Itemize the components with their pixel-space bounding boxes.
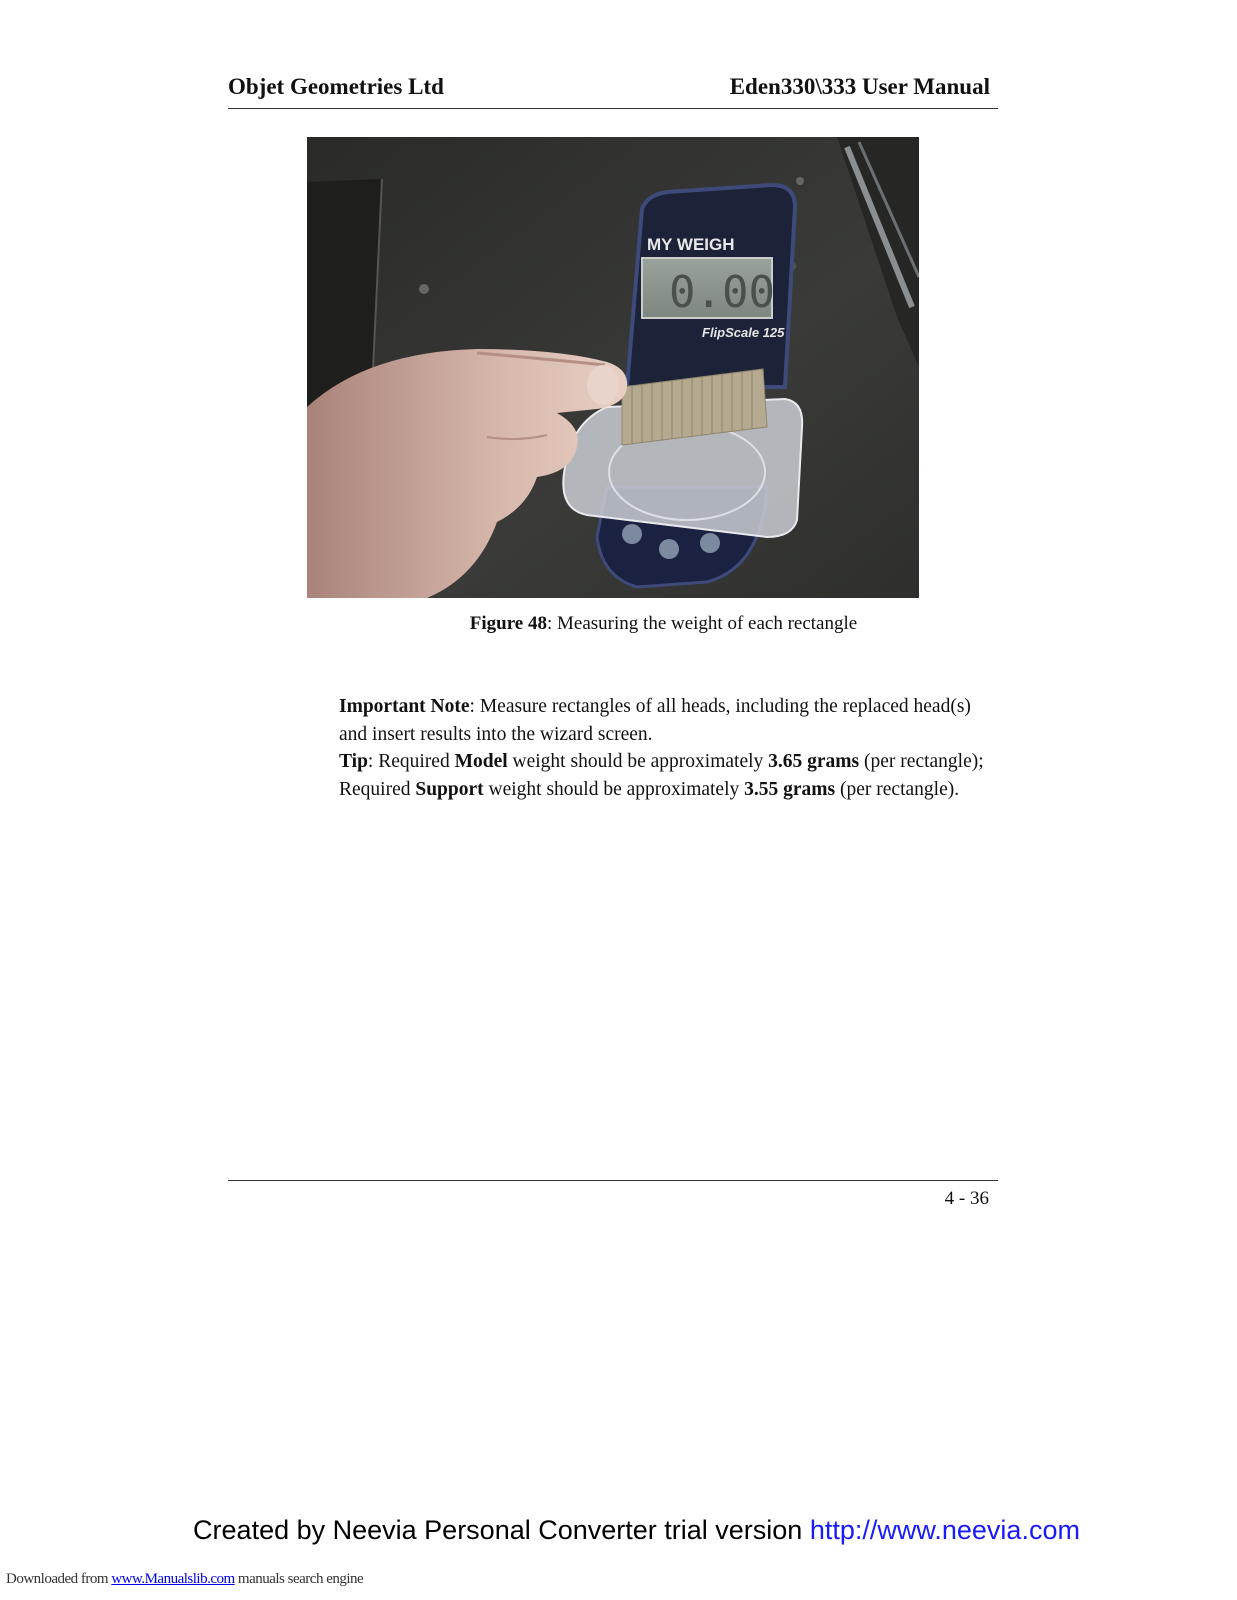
source-suffix: manuals search engine [234,1571,364,1587]
neevia-link[interactable]: http://www.neevia.com [809,1515,1080,1545]
figure-caption-label: Figure 48 [469,613,547,634]
page-header [228,72,998,109]
important-note [339,693,999,748]
tip-support-weight: 3.55 grams [744,778,836,800]
tip-text: : Required [367,751,455,772]
company-name: Objet Geometries Ltd [228,74,444,99]
body-text [339,693,999,803]
tip-text: (per rectangle). [835,778,960,800]
converter-watermark [0,1515,1237,1546]
tip-model: Model [454,751,508,772]
tip-text: weight should be approximately [507,751,769,772]
important-note-label: Important Note [339,696,470,717]
tip-model-weight: 3.65 grams [768,751,860,772]
important-note-text: : Measure rectangles of all heads, including the replaced head(s) and insert results into the wizard screen. [339,696,971,745]
scale-display: 0.00 [669,267,775,318]
figure-caption [0,613,1237,635]
tip-text: weight should be approximately [483,778,745,800]
scale-brand-label: MY WEIGH [647,235,735,254]
manual-title: Eden330\333 User Manual [729,74,990,99]
scale-photo-illustration [307,137,919,598]
tip-label: Tip [339,751,368,772]
tip-text: (per rectangle); Required [339,751,984,800]
figure-photo [307,137,919,598]
source-note [6,1571,363,1588]
footer-divider [228,1180,998,1181]
tip-support: Support [415,778,484,800]
page-number: 4 - 36 [944,1188,989,1209]
scale-model-label: FlipScale 125 [702,325,785,340]
tip [339,748,999,803]
manualslib-link[interactable]: www.Manualslib.com [111,1571,235,1587]
watermark-text: Created by Neevia Personal Converter trial version [193,1515,810,1545]
source-prefix: Downloaded from [6,1571,112,1587]
figure-caption-text: : Measuring the weight of each rectangle [547,613,858,634]
